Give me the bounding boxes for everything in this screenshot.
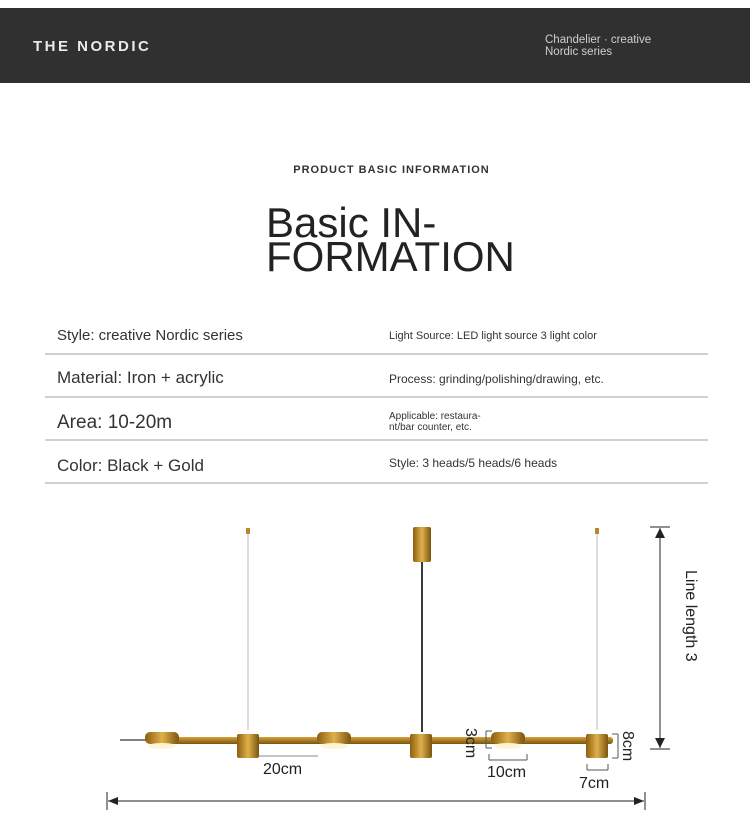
spec-row-color <box>45 439 708 484</box>
disc-width-dimension <box>489 754 527 760</box>
overall-width-dimension <box>107 792 645 810</box>
cylinder-width-label: 7cm <box>579 775 610 792</box>
brand-name: THE NORDIC <box>33 38 152 55</box>
spec-row-style <box>45 310 708 355</box>
thickness-label: 3cm <box>462 728 479 759</box>
spec-material-label: Material: Iron + acrylic <box>57 368 224 387</box>
spec-applicable-line-2: nt/bar counter, etc. <box>389 422 472 433</box>
title-line-1: Basic IN- <box>266 199 437 246</box>
spec-style-label: Style: creative Nordic series <box>57 327 243 344</box>
spec-color-label: Color: Black + Gold <box>57 456 204 475</box>
header-bar <box>0 8 750 83</box>
spacing-label: 20cm <box>263 761 303 778</box>
spec-heads: Style: 3 heads/5 heads/6 heads <box>389 456 558 470</box>
height-label: 8cm <box>619 731 636 762</box>
spec-area-label: Area: 10-20m <box>57 412 173 433</box>
spec-applicable <box>389 411 481 433</box>
spec-applicable-line-1: Applicable: restaura- <box>389 411 481 422</box>
title-line-2: FORMATION <box>266 233 515 280</box>
cylinder-width-dimension <box>587 764 608 770</box>
line-length-label: Line length 3 <box>682 570 699 662</box>
product-dimension-diagram <box>0 520 750 820</box>
section-label: PRODUCT BASIC INFORMATION <box>293 164 490 176</box>
spec-row-material <box>45 353 708 398</box>
spec-light-source: Light Source: LED light source 3 light color <box>389 330 597 342</box>
ceiling-canopy <box>413 527 431 562</box>
disc-width-label: 10cm <box>487 764 527 781</box>
light-heads <box>145 732 608 758</box>
lamp-bar <box>120 737 613 744</box>
page-title <box>266 199 566 280</box>
vertical-dimension <box>650 527 670 749</box>
spec-row-area <box>45 396 708 441</box>
spec-process: Process: grinding/polishing/drawing, etc. <box>389 372 604 386</box>
header-tagline: Chandelier · creative Nordic series <box>545 34 652 58</box>
height-dimension <box>612 734 618 758</box>
